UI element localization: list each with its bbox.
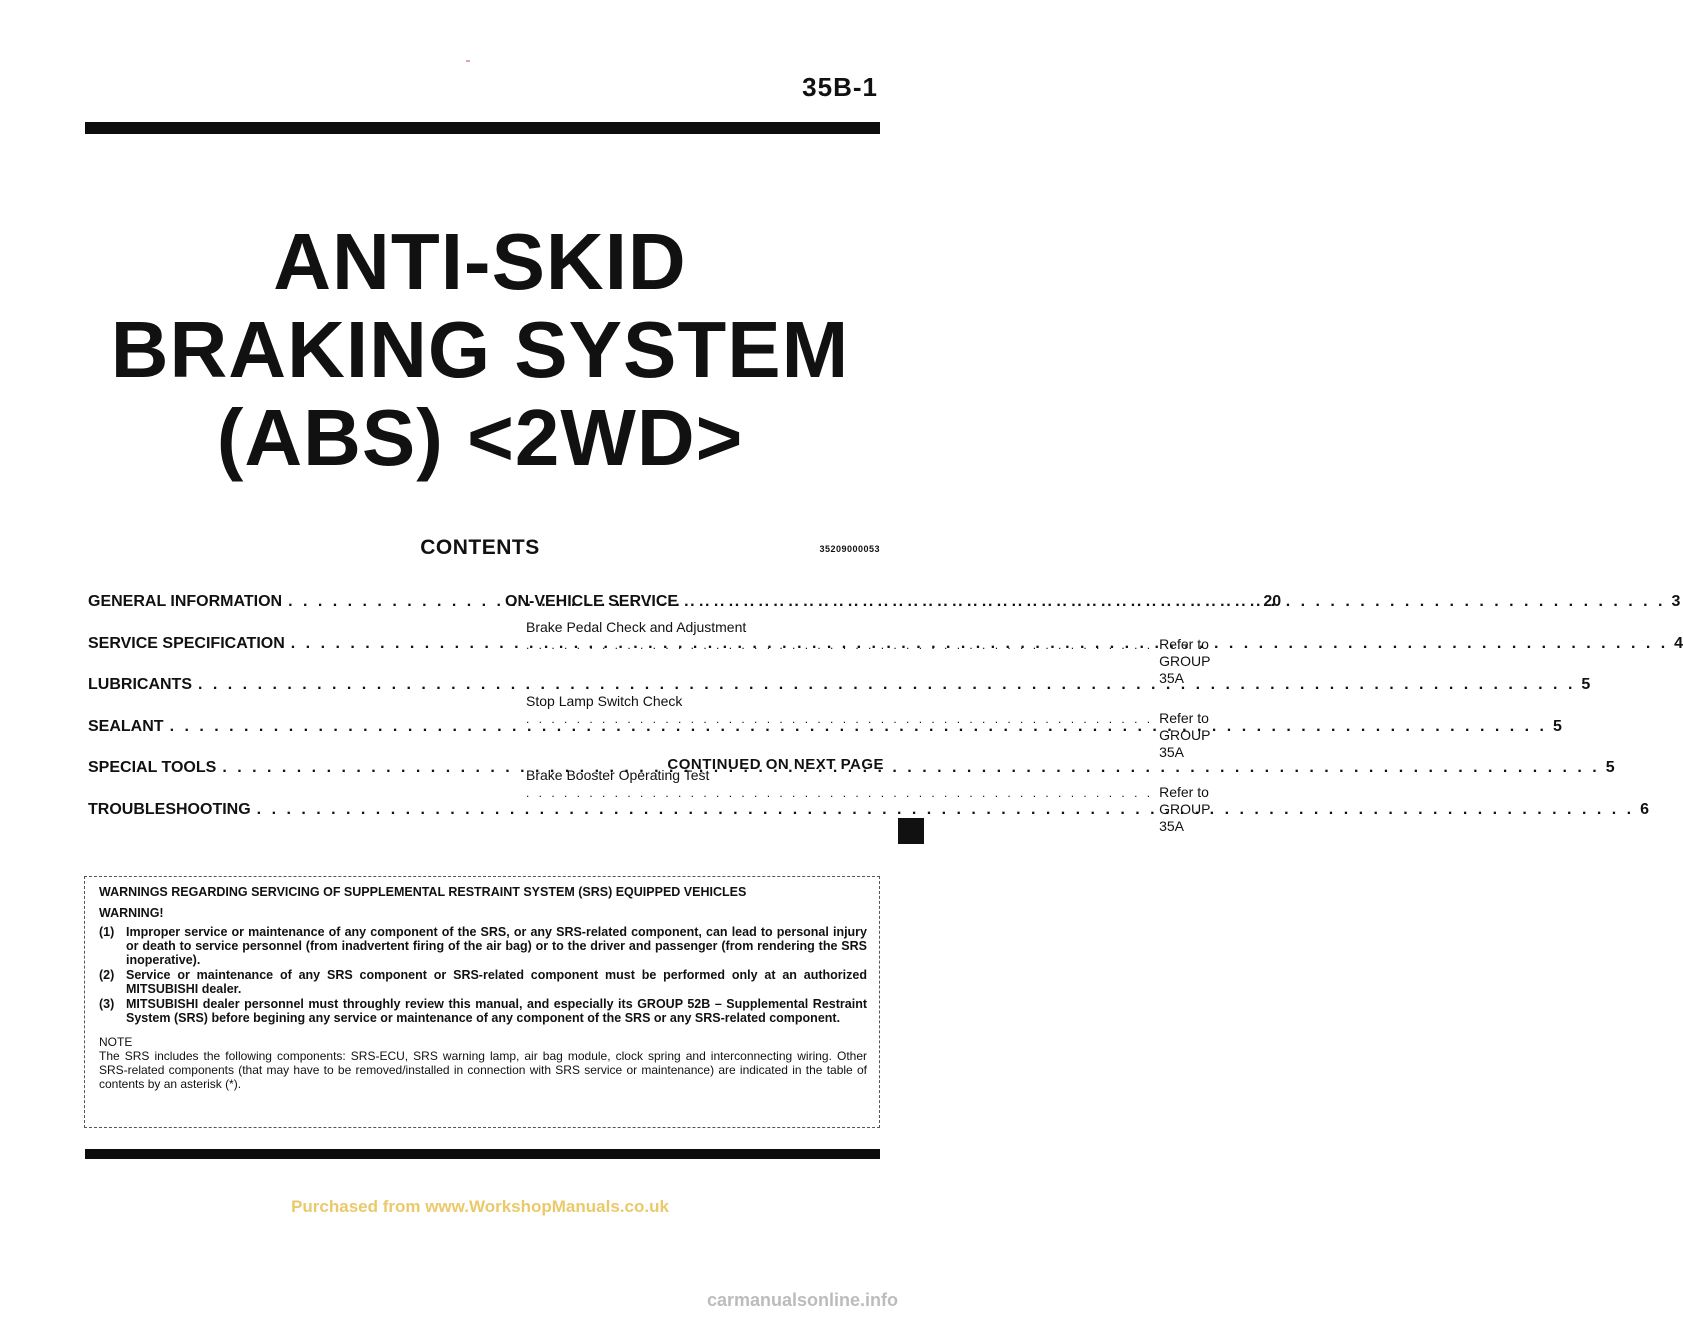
purchase-watermark: Purchased from www.WorkshopManuals.co.uk (291, 1197, 669, 1216)
toc-entry-name: TROUBLESHOOTING (88, 800, 251, 818)
toc-entry-page: 5 (1605, 759, 1615, 776)
title-line-2: BRAKING SYSTEM (110, 305, 850, 394)
toc-sub-brake-pedal-check[interactable] (526, 619, 1211, 687)
srs-warning-content (99, 885, 867, 1091)
chapter-title (0, 218, 960, 482)
toc-sub-name: Brake Booster Operating Test (526, 767, 710, 783)
toc-entry-name: SERVICE SPECIFICATION (88, 634, 285, 652)
toc-sub-reference: Refer to GROUP 35A (1159, 784, 1211, 834)
toc-sub-reference: Refer to GROUP 35A (1159, 710, 1211, 760)
warning-item-number: (3) (99, 997, 115, 1011)
page-speck (466, 60, 470, 62)
toc-sub-stop-lamp-switch-check[interactable] (526, 693, 1211, 761)
toc-right-column (505, 593, 1282, 841)
warning-item (99, 925, 867, 967)
document-code: 35209000053 (819, 544, 880, 554)
warning-item (99, 968, 867, 996)
toc-entry-sealant[interactable] (88, 717, 1562, 740)
toc-leader-dots (526, 785, 1153, 802)
toc-leader-dots (526, 711, 1153, 728)
note-label: NOTE (99, 1035, 133, 1049)
toc-leader-dots (222, 759, 1599, 777)
toc-leader-dots (526, 637, 1153, 654)
top-rule (85, 122, 880, 134)
warning-item-text: Service or maintenance of any SRS component or SRS-related component must be performed only at an authorized MITSUBISHI dealer. (126, 968, 867, 996)
toc-entry-page: 20 (1263, 593, 1282, 610)
toc-entry-page: 4 (1674, 634, 1683, 652)
toc-sub-name: Brake Pedal Check and Adjustment (526, 619, 747, 635)
section-tab-marker (898, 818, 924, 844)
warning-item-number: (2) (99, 968, 115, 982)
toc-leader-dots (257, 801, 1634, 819)
note-text: The SRS includes the following components: SRS-ECU, SRS warning lamp, air bag module, clock spring and interconnecting wiring. Other SRS-related components (that may have to be removed/installed in connection with SRS service or maintenance) are indicated in the table of contents by an asterisk (*). (99, 1049, 867, 1091)
toc-sub-brake-booster-test[interactable] (526, 767, 1211, 835)
toc-sub-reference-row (526, 636, 1211, 687)
warning-item-text: MITSUBISHI dealer personnel must throughly review this manual, and especially its GROUP 52B – Supplemental Restraint System (SRS) before begining any service or maintenance of any component of the SRS or any SRS-related component. (126, 997, 867, 1025)
site-watermark: carmanualsonline.info (706, 1290, 898, 1310)
title-line-1: ANTI-SKID (273, 217, 687, 306)
toc-entry-page: 6 (1640, 800, 1649, 818)
toc-sub-reference-row (526, 784, 1211, 835)
toc-entry-name: SEALANT (88, 717, 164, 735)
warning-item-number: (1) (99, 925, 115, 939)
toc-sub-reference-row (526, 710, 1211, 761)
warning-item-text: Improper service or maintenance of any component of the SRS, or any SRS-related component, can lead to personal injury or death to service personnel (from inadvertent firing of the air bag) or to the driver and passenger (from rendering the SRS inoperative). (126, 925, 867, 967)
toc-sub-reference: Refer to GROUP 35A (1159, 636, 1211, 686)
srs-warning-box (84, 876, 880, 1128)
warning-item (99, 997, 867, 1025)
bottom-rule (85, 1149, 880, 1159)
toc-entry-page: 3 (1671, 593, 1681, 610)
continued-notice: CONTINUED ON NEXT PAGE (667, 756, 884, 773)
toc-entry-page: 5 (1581, 676, 1591, 693)
toc-entry-on-vehicle-service[interactable] (505, 593, 1282, 615)
title-line-3: (ABS) <2WD> (216, 393, 744, 482)
toc-entry-troubleshooting[interactable] (88, 800, 1649, 823)
toc-leader-dots: . . . . . . . . . . . . . . . . . . . . . . . . . . . . . . . . . . . . . . . (684, 593, 1258, 610)
toc-entry-service-specification[interactable] (88, 634, 1683, 657)
toc-entry-page: 5 (1552, 717, 1562, 735)
toc-entry-name: GENERAL INFORMATION (88, 593, 283, 610)
toc-entry-name: ON-VEHICLE SERVICE (505, 593, 679, 610)
contents-heading: CONTENTS (420, 536, 540, 559)
toc-entry-lubricants[interactable] (88, 676, 1591, 698)
page-number: 35B-1 (802, 72, 878, 102)
toc-leader-dots (198, 676, 1575, 694)
warning-label: WARNING! (99, 906, 164, 920)
toc-entry-name: SPECIAL TOOLS (88, 759, 217, 776)
toc-entry-name: LUBRICANTS (88, 676, 192, 693)
warning-title: WARNINGS REGARDING SERVICING OF SUPPLEMENTAL RESTRAINT SYSTEM (SRS) EQUIPPED VEHICLES (99, 885, 747, 899)
toc-sub-name: Stop Lamp Switch Check (526, 693, 683, 709)
